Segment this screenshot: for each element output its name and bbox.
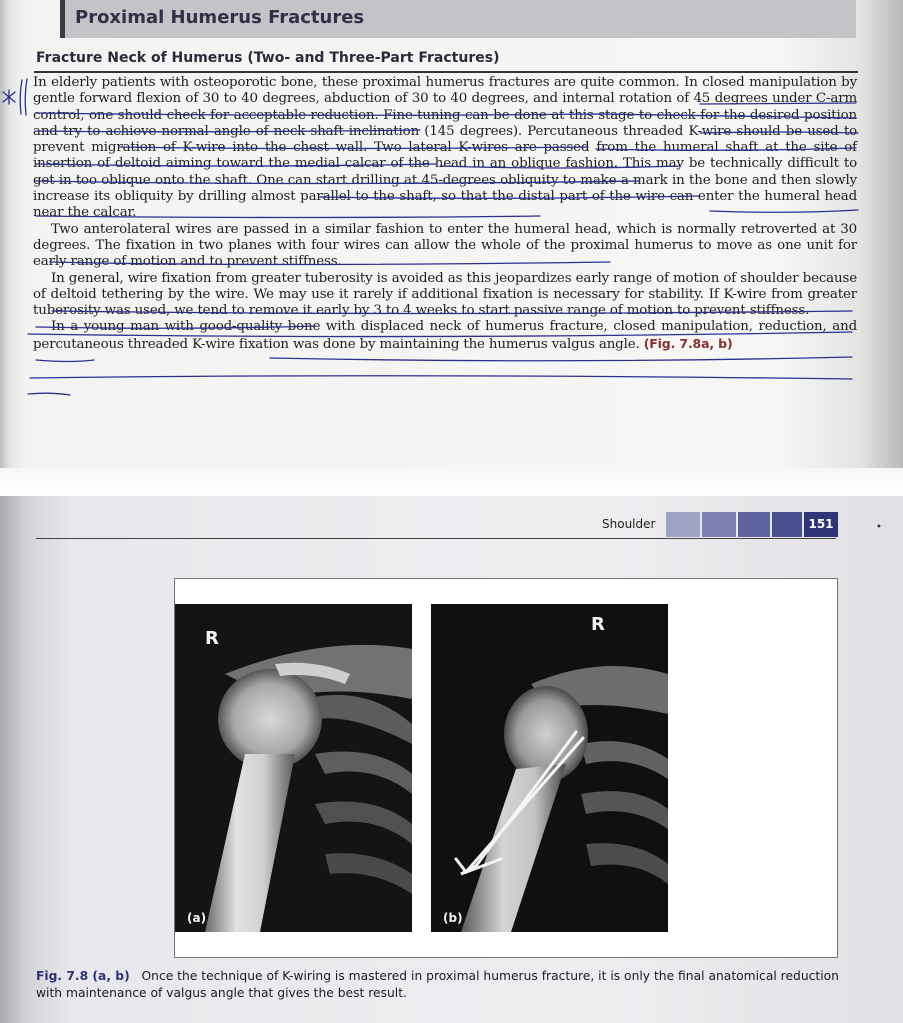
margin-star-icon xyxy=(0,78,34,118)
section-rule xyxy=(34,71,858,73)
xray-panel-a xyxy=(175,604,412,932)
paragraph-1: In elderly patients with osteoporotic bone, these proximal humerus fractures are quite common. In closed manipulation by gentle forward flexion of 30 to 40 degrees, abduction of 30 to 40 degrees, and internal rotation of 45 degrees under C-arm control, one should check for acceptable reduction. Fine-tuning can be done at this stage to check for the desired position and try to achieve normal angle of neck shaft inclination (145 degrees). Percutaneous threaded K-wire should be used to prevent migration of K-wire into the chest wall. Two lateral K-wires are passed from the humeral shaft at the site of insertion of deltoid aiming toward the medial calcar of the head in an oblique fashion. This may be technically difficult to get in too oblique onto the shaft. One can start drilling at 45-degrees obliquity to make a mark in the bone and then slowly increase its obliquity by drilling almost parallel to the shaft, so that the distal part of the wire can enter the humeral head near the calcar. xyxy=(33,75,857,221)
caption-label: Fig. 7.8 (a, b) xyxy=(36,969,130,983)
panel-b-label: (b) xyxy=(443,911,463,925)
running-head-bar xyxy=(702,512,736,537)
figure-caption xyxy=(36,968,846,1002)
figure-reference: (Fig. 7.8a, b) xyxy=(643,335,733,351)
page-number: 151 xyxy=(804,512,838,537)
running-head-bar xyxy=(738,512,770,537)
caption-text: Once the technique of K-wiring is mastered in proximal humerus fracture, it is only the final anatomical reduction with maintenance of valgus angle that gives the best result. xyxy=(36,969,839,1000)
panel-a-marker: R xyxy=(205,628,219,649)
paragraph-2: Two anterolateral wires are passed in a similar fashion to enter the humeral head, which is normally retroverted at 30 degrees. The fixation in two planes with four wires can allow the whole of the proximal humerus to move as one unit for early range of motion and to prevent stiffness. xyxy=(33,221,857,270)
chapter-band-edge xyxy=(60,0,65,38)
paragraph-4 xyxy=(33,319,857,353)
running-head-section: Shoulder xyxy=(602,517,656,531)
panel-b-marker: R xyxy=(591,614,605,635)
section-title: Fracture Neck of Humerus (Two- and Three-Part Fractures) xyxy=(36,50,500,66)
chapter-title: Proximal Humerus Fractures xyxy=(75,7,365,28)
page-speck: • xyxy=(876,522,882,533)
running-head-bar xyxy=(772,512,802,537)
paragraph-3: In general, wire fixation from greater tuberosity is avoided as this jeopardizes early range of motion of shoulder because of deltoid tethering by the wire. We may use it rarely if additional fixation is necessary for stability. If K-wire from greater tuberosity was used, we tend to remove it early by 3 to 4 weeks to start passive range of motion to prevent stiffness. xyxy=(33,270,857,319)
page-gap xyxy=(0,468,903,496)
xray-panel-b xyxy=(431,604,668,932)
running-head-bar xyxy=(666,512,700,537)
running-head-rule xyxy=(36,538,836,539)
panel-a-label: (a) xyxy=(187,911,207,925)
paragraph-4-text: In a young man with good-quality bone with displaced neck of humerus fracture, closed manipulation, reduction, and percutaneous threaded K-wire fixation was done by maintaining the humerus valgus angle. xyxy=(33,319,857,352)
body-text xyxy=(33,75,857,353)
